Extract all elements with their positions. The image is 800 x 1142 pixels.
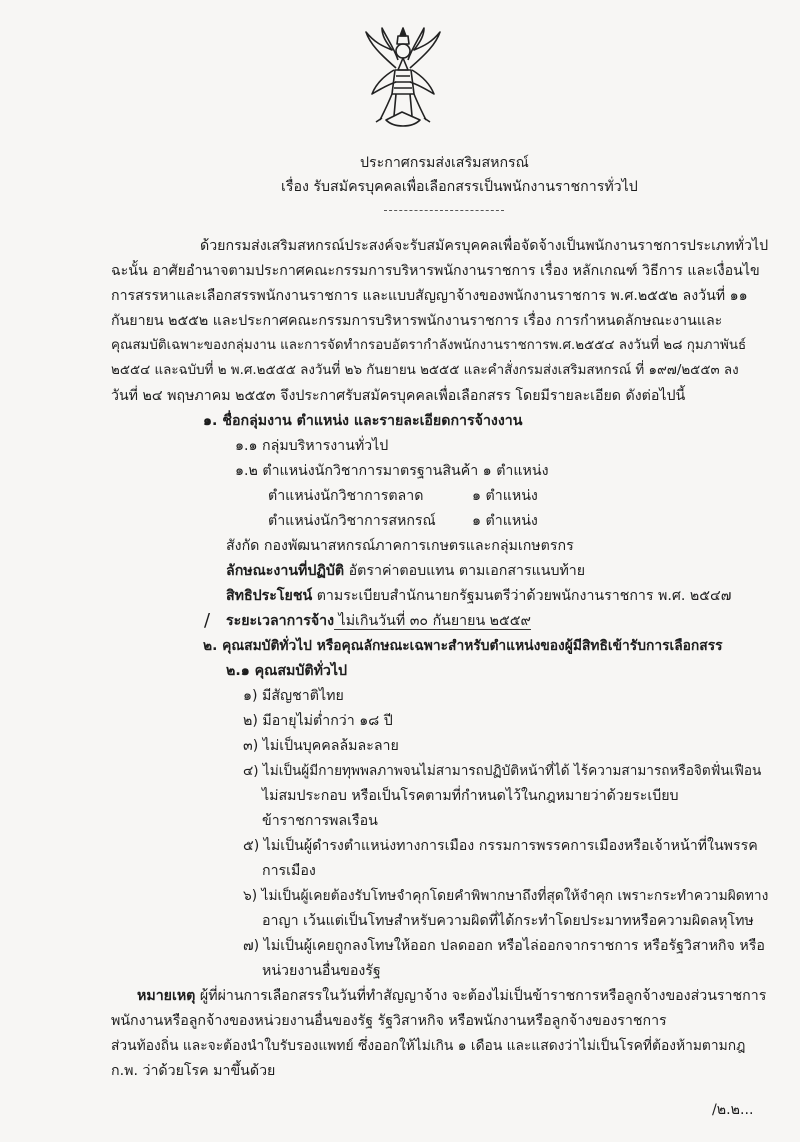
announcement-subject: เรื่อง รับสมัครบุคคลเพื่อเลือกสรรเป็นพนักงานราชการทั่วไป bbox=[281, 179, 638, 195]
qualification-item: ๔) ไม่เป็นผู้มีกายทุพพลภาพจนไม่สามารถปฏิบัติหน้าที่ได้ ไร้ความสามารถหรือจิตฟั่นเฟือน bbox=[243, 763, 762, 779]
intro-line: การสรรหาและเลือกสรรพนักงานราชการ และแบบสัญญาจ้างของพนักงานราชการ พ.ศ.๒๕๕๒ ลงวันที่ ๑๑ bbox=[111, 288, 748, 304]
section2-heading: ๒. คุณสมบัติทั่วไป หรือคุณลักษณะเฉพาะสำหรับตำแหน่งของผู้มีสิทธิเข้ารับการเลือกสรร bbox=[203, 638, 723, 654]
note-label: หมายเหตุ bbox=[137, 988, 196, 1004]
qualification-item: ๗) ไม่เป็นผู้เคยถูกลงโทษให้ออก ปลดออก หรือไล่ออกจากราชการ หรือรัฐวิสาหกิจ หรือ bbox=[243, 938, 765, 954]
intro-line: กันยายน ๒๕๕๒ และประกาศคณะกรรมการบริหารพนักงานราชการ เรื่อง การกำหนดลักษณะงานและ bbox=[111, 313, 723, 329]
page-continuation: /๒.๒... bbox=[712, 1102, 754, 1118]
note-line bbox=[137, 986, 766, 1006]
duty-label: ลักษณะงานที่ปฏิบัติ bbox=[226, 563, 345, 579]
section1-heading: ๑. ชื่อกลุ่มงาน ตำแหน่ง และรายละเอียดการจ้างงาน bbox=[203, 413, 523, 429]
note-line: ก.พ. ว่าด้วยโรค มาขึ้นด้วย bbox=[111, 1063, 276, 1079]
benefit-line bbox=[226, 586, 731, 606]
intro-line: ๒๕๕๔ และฉบับที่ ๒ พ.ศ.๒๕๕๕ ลงวันที่ ๒๖ กันยายน ๒๕๕๕ และคำสั่งกรมส่งเสริมสหกรณ์ ที่ ๑๙๗/๒๕๕๓ ลง bbox=[111, 363, 739, 378]
intro-line: ด้วยกรมส่งเสริมสหกรณ์ประสงค์จะรับสมัครบุคคลเพื่อจัดจ้างเป็นพนักงานราชการประเภททั่วไป bbox=[200, 238, 769, 254]
intro-line: คุณสมบัติเฉพาะของกลุ่มงาน และการจัดทำกรอบอัตรากำลังพนักงานราชการพ.ศ.๒๕๕๔ ลงวันที่ ๒๘ กุมภาพันธ์ bbox=[111, 338, 747, 353]
qualification-item-cont: หน่วยงานอื่นของรัฐ bbox=[262, 963, 381, 979]
duty-line bbox=[226, 561, 585, 581]
period-line bbox=[226, 611, 531, 631]
qualification-item: ๓) ไม่เป็นบุคคลล้มละลาย bbox=[243, 738, 399, 754]
duty-text: อัตราค่าตอบแทน ตามเอกสารแนบท้าย bbox=[344, 563, 586, 579]
intro-line: วันที่ ๒๔ พฤษภาคม ๒๕๕๓ จึงประกาศรับสมัครบุคคลเพื่อเลือกสรร โดยมีรายละเอียด ดังต่อไปนี้ bbox=[111, 388, 686, 404]
intro-line: ฉะนั้น อาศัยอำนาจตามประกาศคณะกรรมการบริหารพนักงานราชการ เรื่อง หลักเกณฑ์ วิธีการ และเงื่อนไข bbox=[111, 263, 760, 279]
qualification-item-cont: ข้าราชการพลเรือน bbox=[262, 813, 378, 829]
qualification-item: ๖) ไม่เป็นผู้เคยต้องรับโทษจำคุกโดยคำพิพากษาถึงที่สุดให้จำคุก เพราะกระทำความผิดทาง bbox=[243, 888, 769, 904]
qualification-item-cont: อาญา เว้นแต่เป็นโทษสำหรับความผิดที่ได้กระทำโดยประมาทหรือความผิดลหุโทษ bbox=[262, 913, 754, 929]
announcement-org: ประกาศกรมส่งเสริมสหกรณ์ bbox=[360, 155, 529, 171]
section1-group: ๑.๑ กลุ่มบริหารงานทั่วไป bbox=[235, 438, 389, 454]
benefit-label: สิทธิประโยชน์ bbox=[226, 588, 313, 604]
position-3-name: ตำแหน่งนักวิชาการสหกรณ์ bbox=[268, 513, 436, 529]
qualification-item: ๑) มีสัญชาติไทย bbox=[243, 688, 344, 704]
section2-sub: ๒.๑ คุณสมบัติทั่วไป bbox=[226, 663, 348, 679]
title-separator bbox=[384, 210, 504, 211]
note-line: พนักงานหรือลูกจ้างของหน่วยงานอื่นของรัฐ รัฐวิสาหกิจ หรือพนักงานหรือลูกจ้างของราชการ bbox=[111, 1013, 667, 1029]
garuda-emblem-icon bbox=[362, 24, 444, 134]
qualification-item-cont: ไม่สมประกอบ หรือเป็นโรคตามที่กำหนดไว้ในกฎหมายว่าด้วยระเบียบ bbox=[262, 788, 679, 804]
qualification-item: ๕) ไม่เป็นผู้ดำรงตำแหน่งทางการเมือง กรรมการพรรคการเมืองหรือเจ้าหน้าที่ในพรรค bbox=[243, 838, 758, 854]
handwritten-mark: / bbox=[204, 610, 211, 631]
position-2-count: ๑ ตำแหน่ง bbox=[472, 488, 538, 504]
position-3-count: ๑ ตำแหน่ง bbox=[472, 513, 538, 529]
qualification-item-cont: การเมือง bbox=[262, 863, 316, 879]
qualification-item: ๒) มีอายุไม่ต่ำกว่า ๑๘ ปี bbox=[243, 713, 393, 729]
note-line: ส่วนท้องถิ่น และจะต้องนำใบรับรองแพทย์ ซึ่งออกให้ไม่เกิน ๑ เดือน และแสดงว่าไม่เป็นโรคที่ต้องห้ามตามกฎ bbox=[111, 1038, 746, 1054]
note-text: ผู้ที่ผ่านการเลือกสรรในวันที่ทำสัญญาจ้าง จะต้องไม่เป็นข้าราชการหรือลูกจ้างของส่วนราชการ bbox=[195, 988, 767, 1004]
benefit-text: ตามระเบียบสำนักนายกรัฐมนตรีว่าด้วยพนักงานราชการ พ.ศ. ๒๕๔๗ bbox=[312, 588, 732, 604]
period-label: ระยะเวลาการจ้าง bbox=[226, 613, 335, 629]
position-1: ๑.๒ ตำแหน่งนักวิชาการมาตรฐานสินค้า ๑ ตำแหน่ง bbox=[235, 463, 549, 479]
position-2-name: ตำแหน่งนักวิชาการตลาด bbox=[268, 488, 424, 504]
period-text: ไม่เกินวันที่ ๓๐ กันยายน ๒๕๕๙ bbox=[334, 613, 531, 629]
affiliation: สังกัด กองพัฒนาสหกรณ์ภาคการเกษตรและกลุ่มเกษตรกร bbox=[226, 538, 574, 554]
